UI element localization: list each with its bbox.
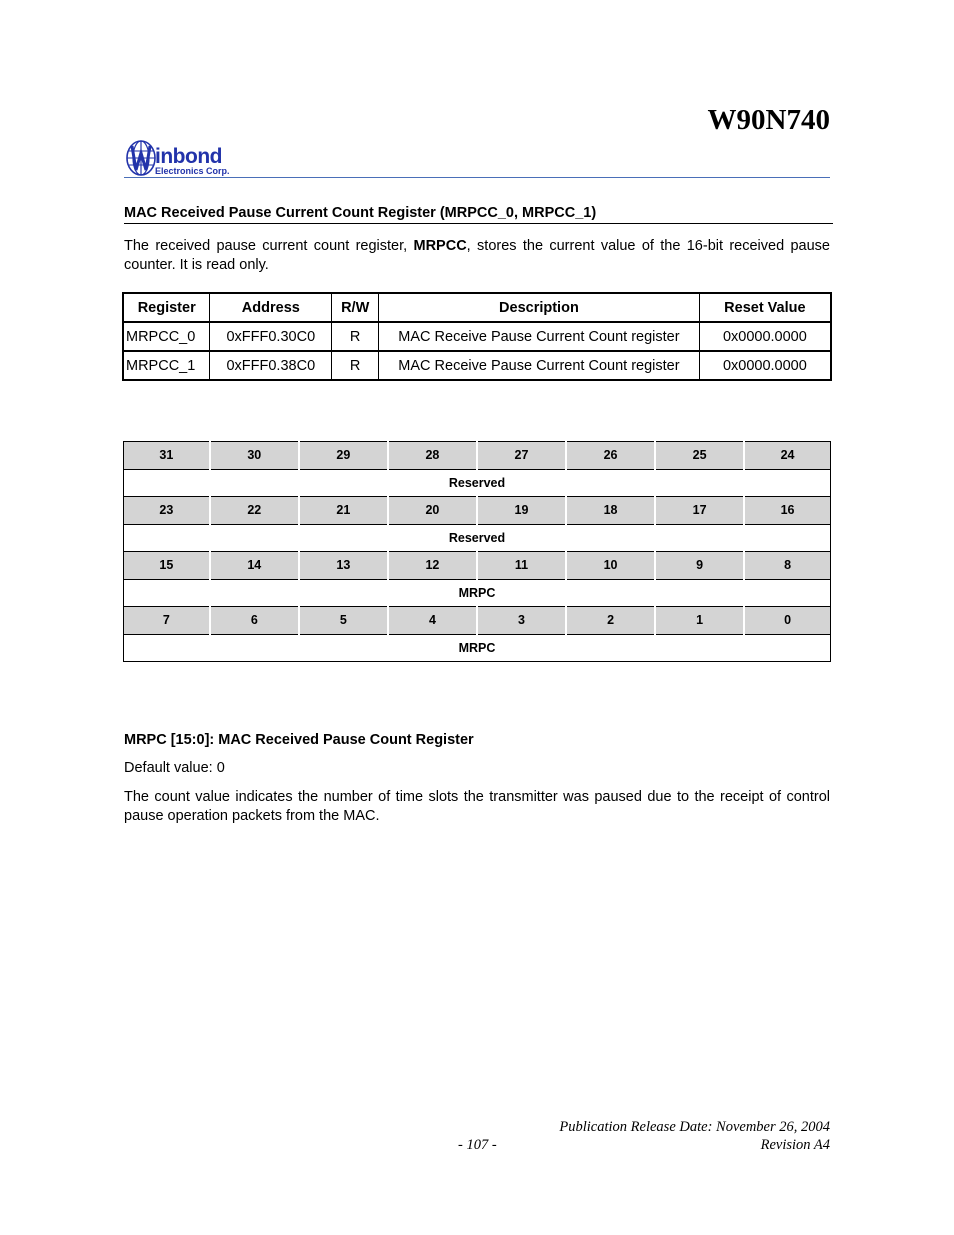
bit-number: 7: [124, 607, 210, 635]
bit-number: 28: [388, 442, 477, 470]
publication-date: Publication Release Date: November 26, 2004: [559, 1119, 830, 1135]
bit-number: 17: [655, 497, 744, 525]
bit-number: 27: [477, 442, 566, 470]
bit-number: 8: [744, 552, 830, 580]
register-description: MAC Receive Pause Current Count register: [379, 351, 700, 380]
bit-number: 20: [388, 497, 477, 525]
bit-field-name: Reserved: [124, 469, 831, 497]
bit-number: 15: [124, 552, 210, 580]
section-divider: [124, 223, 833, 224]
page-number: - 107 -: [458, 1137, 497, 1153]
intro-register-name: MRPCC: [413, 238, 467, 254]
document-title: W90N740: [707, 104, 830, 136]
bit-field-table: [123, 441, 831, 662]
intro-paragraph: [124, 237, 830, 274]
section-title: MAC Received Pause Current Count Register (MRPCC_0, MRPCC_1): [124, 205, 597, 221]
field-description: The count value indicates the number of time slots the transmitter was paused due to the receipt of control pause operation packets from the MAC.: [124, 789, 830, 824]
register-access: R: [332, 322, 379, 351]
header-divider: [124, 177, 830, 178]
bit-number: 14: [210, 552, 299, 580]
col-header-address: Address: [210, 293, 332, 322]
globe-icon: [126, 139, 156, 177]
bit-number: 0: [744, 607, 830, 635]
bit-field-name: Reserved: [124, 524, 831, 552]
bit-number: 26: [566, 442, 655, 470]
field-title: MRPC [15:0]: MAC Received Pause Count Register: [124, 732, 474, 748]
register-access: R: [332, 351, 379, 380]
bit-number: 3: [477, 607, 566, 635]
col-header-rw: R/W: [332, 293, 379, 322]
register-name: MRPCC_1: [123, 351, 210, 380]
bit-number: 18: [566, 497, 655, 525]
bit-number: 29: [299, 442, 388, 470]
bit-number-row: [124, 497, 831, 525]
default-value: Default value: 0: [124, 760, 225, 776]
register-table: [122, 292, 832, 381]
register-address: 0xFFF0.30C0: [210, 322, 332, 351]
bit-number-row: [124, 607, 831, 635]
table-row: [123, 322, 831, 351]
bit-number: 1: [655, 607, 744, 635]
bit-number: 25: [655, 442, 744, 470]
intro-text-end: , stores the current value of the 16-bit received pause counter. It is read only.: [124, 238, 830, 273]
register-table-header: [123, 293, 831, 322]
bit-number: 11: [477, 552, 566, 580]
table-row: [123, 351, 831, 380]
bit-field-row: [124, 579, 831, 607]
intro-text-start: The received pause current count register,: [124, 238, 414, 254]
bit-number: 30: [210, 442, 299, 470]
bit-number: 5: [299, 607, 388, 635]
bit-field-row: [124, 524, 831, 552]
bit-number: 9: [655, 552, 744, 580]
bit-number: 31: [124, 442, 210, 470]
bit-field-name: MRPC: [124, 634, 831, 662]
col-header-reset-value: Reset Value: [699, 293, 831, 322]
col-header-description: Description: [379, 293, 700, 322]
register-address: 0xFFF0.38C0: [210, 351, 332, 380]
bit-field-row: [124, 469, 831, 497]
register-name: MRPCC_0: [123, 322, 210, 351]
register-reset-value: 0x0000.0000: [699, 351, 831, 380]
bit-number: 4: [388, 607, 477, 635]
bit-number: 6: [210, 607, 299, 635]
bit-number: 13: [299, 552, 388, 580]
logo-subtitle: Electronics Corp.: [155, 166, 230, 176]
register-reset-value: 0x0000.0000: [699, 322, 831, 351]
revision: Revision A4: [760, 1137, 830, 1153]
bit-number: 19: [477, 497, 566, 525]
bit-field-name: MRPC: [124, 579, 831, 607]
bit-number: 23: [124, 497, 210, 525]
winbond-logo: [126, 139, 250, 179]
register-description: MAC Receive Pause Current Count register: [379, 322, 700, 351]
bit-number: 21: [299, 497, 388, 525]
col-header-register: Register: [123, 293, 210, 322]
bit-number: 10: [566, 552, 655, 580]
bit-number: 22: [210, 497, 299, 525]
bit-number: 12: [388, 552, 477, 580]
bit-number: 24: [744, 442, 830, 470]
bit-field-row: [124, 634, 831, 662]
logo-wordmark: inbond: [155, 145, 222, 168]
bit-number-row: [124, 552, 831, 580]
bit-number: 16: [744, 497, 830, 525]
bit-number: 2: [566, 607, 655, 635]
bit-number-row: [124, 442, 831, 470]
